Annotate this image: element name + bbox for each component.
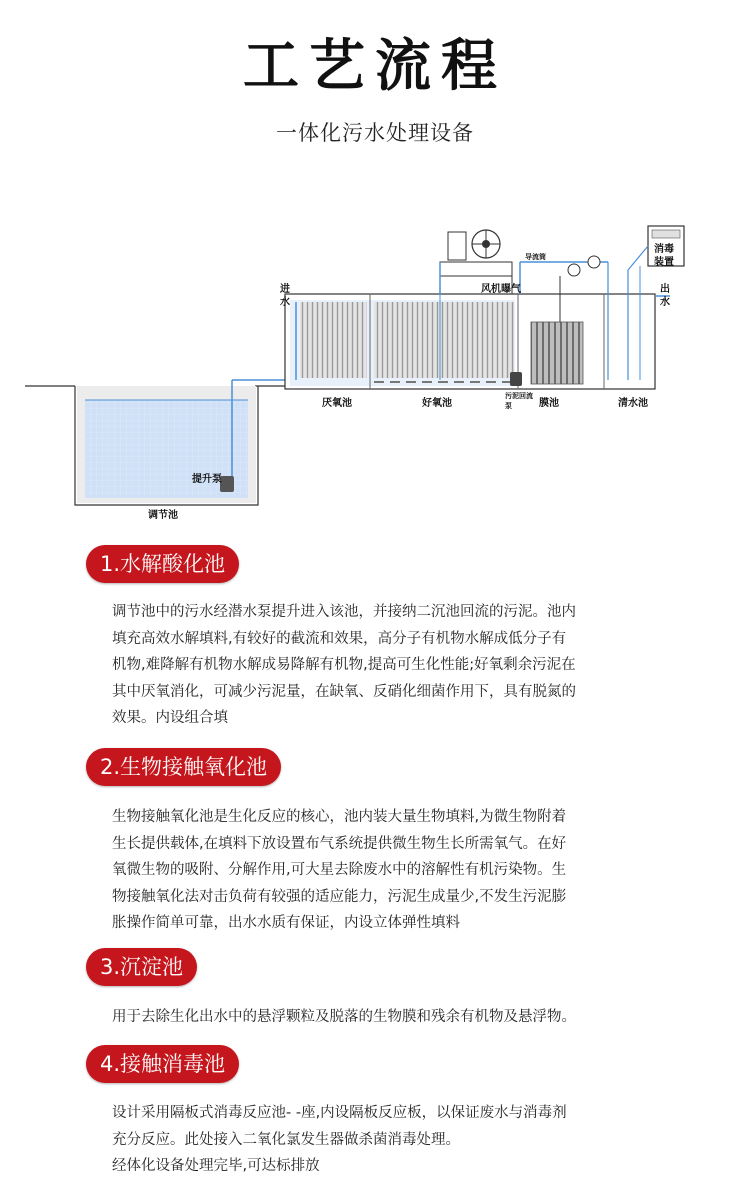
section-1-text bbox=[112, 599, 672, 732]
section-4-text bbox=[112, 1100, 672, 1180]
text-line: 设计采用隔板式消毒反应池- -座,内设隔板反应板，以保证废水与消毒剂 bbox=[112, 1105, 567, 1121]
text-line: 其中厌氧消化，可减少污泥量，在缺氧、反硝化细菌作用下，具有脱氮的 bbox=[112, 683, 576, 700]
label-anoxic: 厌氧池 bbox=[322, 398, 352, 409]
section-3-heading: 3.沉淀池 bbox=[86, 948, 197, 986]
text-line: 机物,难降解有机物水解成易降解有机物,提高可生化性能;好氧剩余污泥在 bbox=[112, 657, 576, 673]
text-line: 效果。内设组合填 bbox=[112, 710, 228, 726]
sludge-pump-icon bbox=[510, 372, 522, 386]
text-line: 填充高效水解填料,有较好的截流和效果，高分子有机物水解成低分子有 bbox=[112, 630, 567, 647]
label-aerobic: 好氧池 bbox=[422, 398, 452, 409]
main-tank bbox=[285, 294, 655, 389]
label-blower: 风机曝气 bbox=[481, 284, 521, 295]
process-flow-diagram bbox=[0, 210, 750, 540]
anoxic-media bbox=[300, 302, 367, 378]
pump-b-icon bbox=[588, 256, 600, 268]
label-flowmeter: 导流筒 bbox=[525, 253, 546, 261]
label-membrane: 膜池 bbox=[539, 398, 559, 409]
label-clear-water: 清水池 bbox=[618, 398, 648, 409]
membrane-module bbox=[531, 322, 583, 384]
page-subtitle: 一体化污水处理设备 bbox=[276, 121, 474, 145]
text-line: 用于去除生化出水中的悬浮颗粒及脱落的生物膜和残余有机物及悬浮物。 bbox=[112, 1009, 576, 1025]
equalization-tank bbox=[75, 380, 296, 505]
text-line: 经体化设备处理完毕,可达标排放 bbox=[112, 1158, 320, 1174]
text-line: 调节池中的污水经潜水泵提升进入该池，并接纳二沉池回流的污泥。池内 bbox=[112, 604, 576, 620]
page-title: 工艺流程 bbox=[243, 34, 507, 99]
label-disinfection: 消毒装置 bbox=[654, 244, 674, 268]
section-2-text bbox=[112, 804, 672, 937]
label-outlet: 出水 bbox=[660, 284, 670, 308]
pump-a-icon bbox=[568, 264, 580, 276]
label-inlet-multiline: 进水 bbox=[280, 284, 290, 308]
text-line: 物接触氧化法对击负荷有较强的适应能力，污泥生成量少,不发生污泥膨 bbox=[112, 888, 567, 905]
section-4-heading: 4.接触消毒池 bbox=[86, 1045, 239, 1083]
label-sludge-pump: 污泥回流泵 bbox=[505, 392, 533, 410]
label-lift-pump: 提升泵 bbox=[192, 474, 222, 485]
text-line: 生物接触氧化池是生化反应的核心，池内装大量生物填料,为微生物附着 bbox=[112, 809, 567, 825]
label-equalization: 调节池 bbox=[148, 510, 178, 521]
aerobic-media bbox=[374, 302, 514, 378]
text-line: 充分反应。此处接入二氧化氯发生器做杀菌消毒处理。 bbox=[112, 1131, 460, 1148]
lift-pump-icon bbox=[220, 476, 234, 492]
text-line: 生长提供载体,在填料下放设置布气系统提供微生物生长所需氧气。在好 bbox=[112, 835, 567, 852]
section-2-heading: 2.生物接触氧化池 bbox=[86, 748, 281, 786]
section-1-heading: 1.水解酸化池 bbox=[86, 545, 239, 583]
text-line: 氧微生物的吸附、分解作用,可大星去除废水中的溶解性有机污染物。生 bbox=[112, 862, 567, 878]
section-3-text bbox=[112, 1004, 672, 1031]
text-line: 胀操作简单可靠，出水水质有保证，内设立体弹性填料 bbox=[112, 915, 460, 931]
